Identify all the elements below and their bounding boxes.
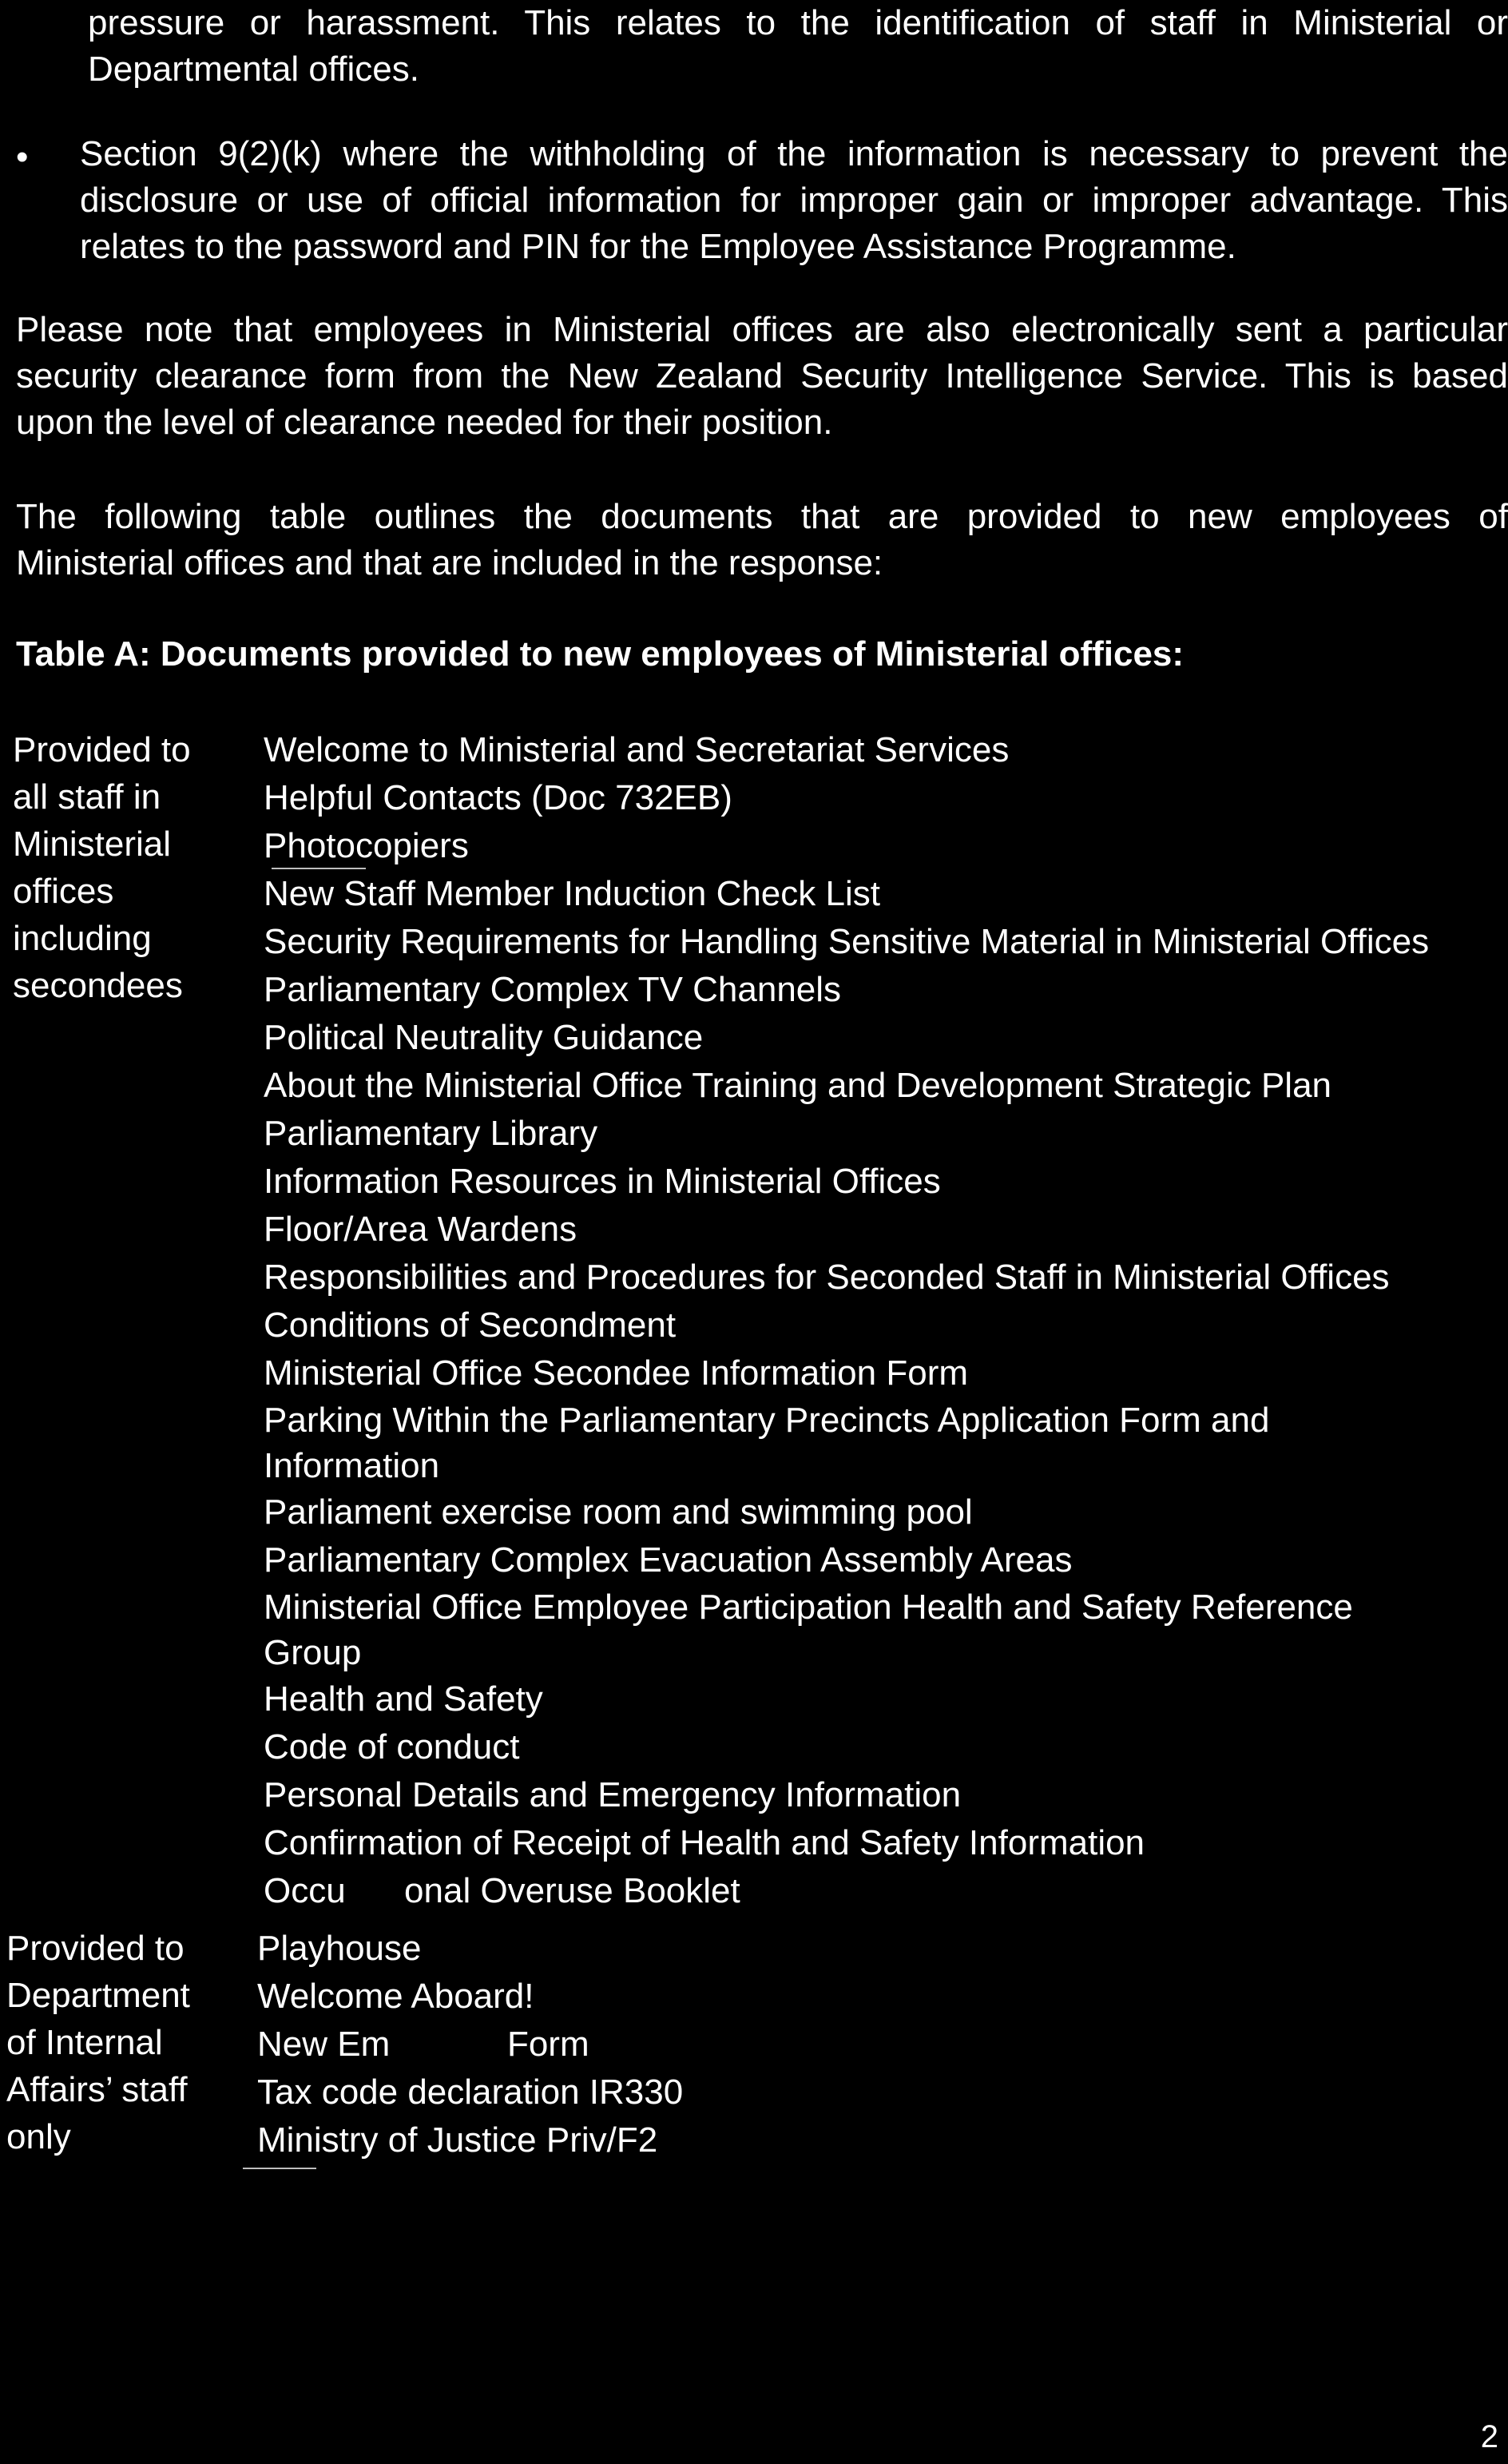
scan-mark xyxy=(243,2168,316,2169)
document-item-line: Group xyxy=(264,1633,362,1672)
group2-label-line: of Internal xyxy=(6,2023,163,2062)
page-number: 2 xyxy=(1480,2419,1498,2454)
document-item: Political Neutrality Guidance xyxy=(264,1018,704,1057)
document-item: New Em Form xyxy=(257,2025,589,2064)
group1-label-line: offices xyxy=(13,872,114,911)
group2-label-line: only xyxy=(6,2117,71,2156)
document-item: Confirmation of Receipt of Health and Safety Information xyxy=(264,1823,1145,1862)
intro-line-2: Departmental offices. xyxy=(88,50,419,89)
document-item: Responsibilities and Procedures for Seconded Staff in Ministerial Offices xyxy=(264,1258,1390,1297)
document-item-reference-group xyxy=(264,1584,1429,1675)
document-item: Parliamentary Library xyxy=(264,1114,598,1153)
table-intro-line-1: The following table outlines the documents that are provided to new employees of xyxy=(16,497,1508,536)
bullet-paragraph xyxy=(80,131,1508,270)
group1-document-list xyxy=(264,726,1429,1915)
group1-label-line: Provided to xyxy=(13,730,191,769)
group1-label-line: all staff in xyxy=(13,777,161,817)
document-item: Ministry of Justice Priv/F2 xyxy=(257,2120,658,2160)
document-item: Playhouse xyxy=(257,1929,422,1968)
group2-document-list xyxy=(257,1925,683,2164)
group2-label-line: Provided to xyxy=(6,1929,185,1968)
document-item-line: Information xyxy=(264,1446,440,1485)
group2-label-line: Department xyxy=(6,1976,190,2015)
document-item: Information Resources in Ministerial Offices xyxy=(264,1162,941,1201)
scan-mark xyxy=(272,868,366,869)
document-item: Health and Safety xyxy=(264,1679,543,1719)
document-item: New Staff Member Induction Check List xyxy=(264,874,880,913)
group2-label-line: Affairs’ staff xyxy=(6,2070,188,2109)
document-item-line: Ministerial Office Employee Participation Health and Safety Reference xyxy=(264,1588,1353,1627)
document-item: Parliament exercise room and swimming pool xyxy=(264,1492,973,1532)
group1-label-line: including xyxy=(13,919,152,958)
intro-continuation xyxy=(88,0,1508,93)
document-item: Floor/Area Wardens xyxy=(264,1210,577,1249)
document-item: Photocopiers xyxy=(264,826,469,865)
document-item: Personal Details and Emergency Information xyxy=(264,1775,962,1814)
bullet-line-1: Section 9(2)(k) where the withholding of the information is necessary to prevent the xyxy=(80,134,1508,173)
document-item: Parliamentary Complex Evacuation Assembly Areas xyxy=(264,1540,1073,1580)
document-item: About the Ministerial Office Training and Development Strategic Plan xyxy=(264,1066,1332,1105)
document-item: Occu onal Overuse Booklet xyxy=(264,1871,740,1910)
group1-label-line: secondees xyxy=(13,966,183,1005)
document-item-parking xyxy=(264,1397,1429,1488)
group1-label xyxy=(13,726,191,1009)
document-item: Ministerial Office Secondee Information Form xyxy=(264,1353,968,1393)
note-line-2: security clearance form from the New Zealand Security Intelligence Service. This is based xyxy=(16,356,1508,395)
document-item: Code of conduct xyxy=(264,1727,520,1767)
note-line-1: Please note that employees in Ministerial offices are also electronically sent a particular xyxy=(16,310,1508,349)
table-intro-paragraph xyxy=(16,494,1508,586)
document-item: Conditions of Secondment xyxy=(264,1306,677,1345)
bullet-line-2: disclosure or use of official information for improper gain or improper advantage. This xyxy=(80,181,1508,220)
document-item: Welcome Aboard! xyxy=(257,1977,534,2016)
group2-label xyxy=(6,1925,190,2160)
table-heading: Table A: Documents provided to new employees of Ministerial offices: xyxy=(16,634,1185,674)
intro-line-1: pressure or harassment. This relates to the identification of staff in Ministerial or xyxy=(88,3,1508,42)
document-item-line: Parking Within the Parliamentary Precincts Application Form and xyxy=(264,1401,1270,1440)
bullet-line-3: relates to the password and PIN for the Employee Assistance Programme. xyxy=(80,227,1236,266)
note-line-3: upon the level of clearance needed for their position. xyxy=(16,403,833,442)
table-intro-line-2: Ministerial offices and that are included in the response: xyxy=(16,543,883,582)
note-paragraph xyxy=(16,307,1508,446)
group1-label-line: Ministerial xyxy=(13,825,172,864)
document-item: Security Requirements for Handling Sensitive Material in Ministerial Offices xyxy=(264,922,1430,961)
document-item: Parliamentary Complex TV Channels xyxy=(264,970,842,1009)
document-item: Welcome to Ministerial and Secretariat Services xyxy=(264,730,1010,769)
bullet-icon: • xyxy=(16,137,29,177)
document-item: Helpful Contacts (Doc 732EB) xyxy=(264,778,732,817)
document-item: Tax code declaration IR330 xyxy=(257,2073,684,2112)
